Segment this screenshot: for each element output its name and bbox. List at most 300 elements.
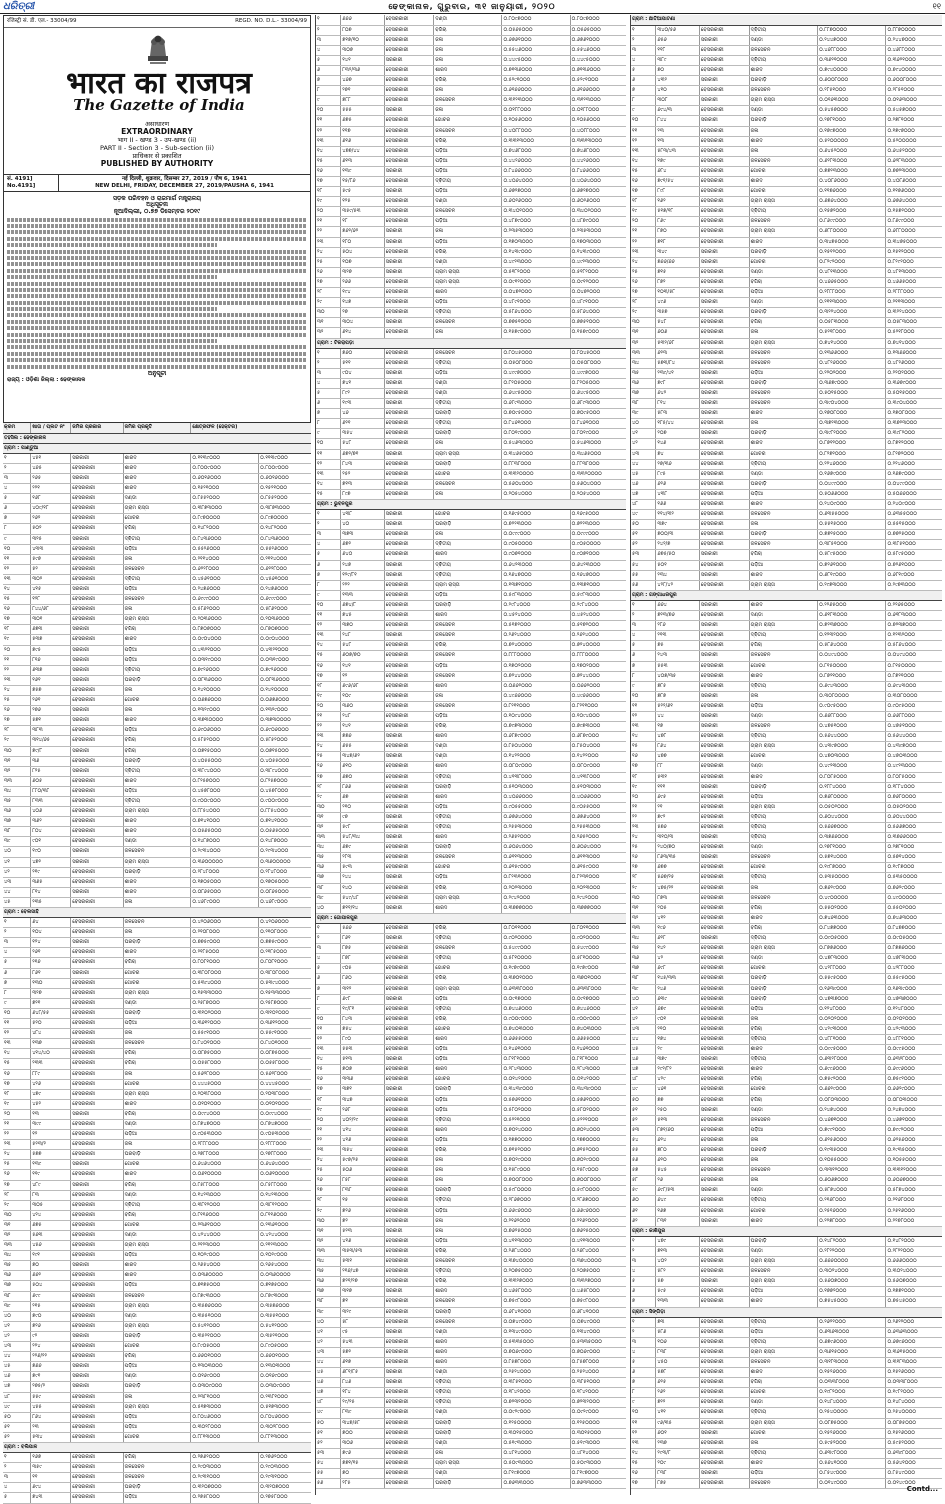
acquired-area-cell: ୦.୦୯୦୫୦୦୦ [886,934,942,944]
area-cell: ୦.୮୦୮୧୦୦୦ [191,958,259,968]
kind-cell: ଦଣ୍ଡା [749,1398,817,1408]
table-row [316,45,626,55]
acquired-area-cell: ୦.୭୨୩୨୦୦୦ [570,1398,626,1408]
acquired-area-cell: ୦.୮୮୮୦୦୦୦ [570,651,626,661]
table-row [631,25,942,35]
area-cell: ୦.୦୩୦୯୦୦୦ [191,1382,259,1392]
acquired-area-cell: ୦.୨୦୫୪୦୦୦ [570,489,626,499]
acquired-area-cell: ୦.୩୨୦୭୦୦୦ [259,1483,311,1493]
acquired-area-cell: ୦.୩୯୦୪୦୦୦ [886,399,942,409]
kind-cell: ଶାରଦ [749,671,817,681]
serial-cell: ୧୭ [631,187,656,197]
kind-cell: ଘରବାଡ଼ି [749,1146,817,1156]
plot-cell: ୬୮୪ [656,166,700,176]
serial-cell: ୩୦ [316,802,341,812]
area-cell: ୦.୨୬୨୨୦୦୦ [818,1317,886,1327]
acquired-area-cell: ୦.୫୨୧୮୦୦୦ [886,328,942,338]
kind-cell: ପଡ଼ିଆ [434,368,502,378]
kind-cell: ଗ୍ରାମ ରାସ୍ତା [123,1089,191,1099]
acquired-area-cell: ୦.୭୫୯୮୦୦୦ [570,1297,626,1307]
owner-cell: ବେସରକାରୀ [384,247,434,257]
serial-cell: ୩୭ [631,964,656,974]
table-row [316,419,626,429]
plot-cell: ୯୫ [341,1327,384,1337]
kind-cell: ଶାରଦ [123,1099,191,1109]
owner-cell: ବେସରକାରୀ [71,1342,123,1352]
kind-cell: ପଡ଼ିଆ [123,1251,191,1261]
area-cell: ୦.୧୬୩୯୦୦୦ [818,984,886,994]
acquired-area-cell: ୦.୦୧୬୯୦୦୦ [259,1372,311,1382]
kind-cell: ଗୋଚର [123,1220,191,1230]
owner-cell: ବେସରକାରୀ [71,1281,123,1291]
owner-cell: ବେସରକାରୀ [699,1337,749,1347]
area-cell: ୦.୦୭୧୫୦୦୦ [191,746,259,756]
owner-cell: ବେସରକାରୀ [384,489,434,499]
owner-cell: ବେସରକାରୀ [384,1166,434,1176]
table-row [316,631,626,641]
plot-cell: ୭୦ [31,1261,71,1271]
owner-cell: ସରକାରୀ [71,746,123,756]
plot-cell: ୮୯୭ [341,489,384,499]
kind-cell: ଶାରଦ [123,948,191,958]
area-cell: ୦.୧୭୯୭୦୦୦ [818,126,886,136]
plot-cell: ୮୮ [656,762,700,772]
serial-cell: ୧୬ [316,1075,341,1085]
kind-cell: ଦଣ୍ଡା [749,469,817,479]
serial-cell: ୧୪ [631,156,656,166]
acquired-area-cell: ୦.୫୮୭୪୦୦୦ [886,1186,942,1196]
owner-cell: ବେସରକାରୀ [699,106,749,116]
area-cell: ୦.୫୫୪୬୦୦୦ [502,45,570,55]
area-cell: ୦.୨୯୩୧୦୦୦ [191,1473,259,1483]
acquired-area-cell: ୦.୧୬୭୯୦୦୦ [886,469,942,479]
area-cell: ୦.୬୭୬୧୦୦୦ [502,35,570,45]
serial-cell: ୪ [316,954,341,964]
plot-cell: ୧୪୬ [656,439,700,449]
area-cell: ୦.୮୨୦୫୦୦୦ [502,378,570,388]
table-row [3,897,311,907]
area-cell: ୦.୨୧୬୮୦୦୦ [818,1196,886,1206]
acquired-area-cell: ୦.୧୫୮୯୦୦୦ [570,1166,626,1176]
acquired-area-cell: ୦.୭୭୨୫୦୦୦ [886,530,942,540]
area-cell: ୦.୭୯୭୩୦୦୦ [502,722,570,732]
serial-cell: ୬୧ [631,1206,656,1216]
serial-cell: ୮ [631,671,656,681]
owner-cell: ବେସରକାରୀ [699,954,749,964]
plot-cell: ୫୨୦ [31,1019,71,1029]
area-cell: ୦.୩୭୭୭୦୦୦ [502,903,570,913]
table-row [631,1045,942,1055]
plot-cell: ୭୭୧/୧୫ [341,1458,384,1468]
kind-cell: ପଡ଼ିଆ [123,655,191,665]
serial-cell: ୪୦ [316,1317,341,1327]
serial-cell: ୧୦ [316,439,341,449]
serial-cell: ୧୩ [631,146,656,156]
owner-cell: ବେସରକାରୀ [71,1463,123,1473]
serial-cell: ୩୩ [631,348,656,358]
acquired-area-cell: ୦.୦୯୯୫୦୦୦ [886,1045,942,1055]
kind-cell: ପଡ଼ିଆ [434,994,502,1004]
owner-cell: ବେସରକାରୀ [699,348,749,358]
acquired-area-cell: ୦.୩୧୨୩୦୦୦ [570,96,626,106]
serial-cell: ୧ [3,453,31,463]
owner-cell: ବେସରକାରୀ [384,76,434,86]
table-row [3,1342,311,1352]
serial-cell: ୧୮ [316,187,341,197]
serial-cell: ୫ [316,550,341,560]
kind-cell: ଘରବାଡ଼ି [123,1382,191,1392]
serial-cell: ୨ [631,35,656,45]
gazette-number-en: No.4191] [7,183,36,189]
acquired-area-cell: ୦.୪୬୭୧୦୦୦ [886,1115,942,1125]
serial-cell: ୨୦ [316,1115,341,1125]
acquired-area-cell: ୦.୦୫୬୫୦୦୦ [570,25,626,35]
owner-cell: ବେସରକାରୀ [71,514,123,524]
plot-cell: ୩୦୧ [31,615,71,625]
table-row [316,661,626,671]
area-cell: ୦.୦୨୦୨୦୦୦ [818,1014,886,1024]
plot-cell: ୯୦୫ [341,964,384,974]
owner-cell: ସରକାରୀ [384,1378,434,1388]
area-cell: ୦.୩୪୭୫୦୦୦ [818,237,886,247]
table-row [316,1085,626,1095]
owner-cell: ବେସରକାରୀ [71,1412,123,1422]
acquired-area-cell: ୦.୪୨୪୪୦୦୦ [259,1231,311,1241]
table-row [3,1019,311,1029]
area-cell: ୦.୫୧୦୩୦୦୦ [502,782,570,792]
area-cell: ୦.୩୯୮୨୦୦୦ [818,429,886,439]
acquired-area-cell: ୦.୦୧୮୮୦୦୦ [570,106,626,116]
area-cell: ୦.୫୬୨୮୦୦୦ [191,1069,259,1079]
area-cell: ୦.୭୭୫୧୦୦୦ [502,318,570,328]
kind-cell: ଜଳସେଚନ [123,1463,191,1473]
owner-cell: ସରକାରୀ [71,968,123,978]
acquired-area-cell: ୦.୨୬୮୪୦୦୦ [570,1246,626,1256]
serial-cell: ୧୩ [316,631,341,641]
plot-cell: ୧୧୮ [656,45,700,55]
acquired-area-cell: ୦.୬୧୧୩୦୦୦ [570,853,626,863]
table-row [631,197,942,207]
serial-cell: ୩୧ [3,756,31,766]
kind-cell: ଦଣ୍ଡା [434,1408,502,1418]
kind-cell: ଘରବାଡ଼ି [434,409,502,419]
village-section-header [316,500,626,510]
plot-cell: ୨୨୬/୨୨ [31,1352,71,1362]
table-row [631,419,942,429]
acquired-area-cell: ୦.୮୦୧୧୦୦୦ [570,923,626,933]
plot-cell: ୩୫୪ [341,1146,384,1156]
serial-cell: ୧ [3,1453,31,1463]
owner-cell: ବେସରକାରୀ [699,479,749,489]
area-cell: ୦.୨୩୮୧୦୦୦ [191,1392,259,1402]
table-row [631,944,942,954]
serial-cell: ୫ [631,1357,656,1367]
area-cell: ୦.୨୨୭୮୦୦୦ [818,1216,886,1226]
plot-cell: ୫୬୬ [341,923,384,933]
plot-cell: ୮୧୪ [656,399,700,409]
village-name: ଗ୍ରାମ : କାଶିପୁର [631,1226,942,1236]
area-cell: ୦.୫୪୧୨୦୦୦ [191,1321,259,1331]
acquired-area-cell: ୦.୧୪୨୩୦୦୦ [259,1190,311,1200]
acquired-area-cell: ୦.୮୨୧୧୦୦୦ [570,701,626,711]
owner-cell: ସରକାରୀ [699,651,749,661]
plot-cell: ୩୫୭ [656,308,700,318]
serial-cell: ୩୪ [631,358,656,368]
serial-cell: ୩୩ [316,1246,341,1256]
serial-cell: ୩୮ [631,399,656,409]
area-cell: ୦.୩୫୫୧୦୦୦ [191,1311,259,1321]
acquired-area-cell: ୦.୫୫୯୫୦୦୦ [886,974,942,984]
owner-cell: ସରକାରୀ [71,1331,123,1341]
serial-cell: ୨୯ [631,883,656,893]
table-row [316,590,626,600]
serial-cell: ୧୭ [631,762,656,772]
owner-cell: ସରକାରୀ [384,752,434,762]
acquired-area-cell: ୦.୭୦୦୮୦୦୦ [570,1176,626,1186]
area-cell: ୦.୬୧୮୩୦୦୦ [818,611,886,621]
plot-cell: ୬୯୮ [341,994,384,1004]
owner-cell: ବେସରକାରୀ [71,958,123,968]
owner-cell: ବେସରକାରୀ [71,756,123,766]
owner-cell: ବେସରକାରୀ [71,524,123,534]
plot-cell: ୫୪୮ [341,439,384,449]
table-row [631,1428,942,1438]
kind-cell: ବଗିଚା [123,1180,191,1190]
table-row [631,1469,942,1479]
plot-cell: ୫୯୫ [341,187,384,197]
area-cell: ୦.୩୬୦୦୦୦୦ [191,857,259,867]
owner-cell: ସରକାରୀ [699,833,749,843]
table-row [631,954,942,964]
notice-text-line [7,288,307,292]
serial-cell: ୬ [316,65,341,75]
acquired-area-cell: ୦.୧୫୧୨୦୦୦ [886,247,942,257]
owner-cell: ବେସରକାରୀ [699,187,749,197]
area-cell: ୦.୭୨୩୨୦୦୦ [502,1398,570,1408]
table-row [631,1055,942,1065]
acquired-area-cell: ୦.୦୫୫୮୦୦୦ [259,1059,311,1069]
serial-cell: ୩୧ [631,903,656,913]
area-cell: ୦.୫୪୫୭୦୦୦ [818,106,886,116]
owner-cell: ବେସରକାରୀ [699,1438,749,1448]
area-cell: ୦.୫୯୮୦୦୦୦ [502,1186,570,1196]
plot-cell: ୬୫୫ [341,742,384,752]
table-row [631,368,942,378]
table-row [316,1448,626,1458]
area-cell: ୦.୬୮୯୩୦୦୦ [502,399,570,409]
area-cell: ୦.୮୯୭୦୦୦୦ [191,514,259,524]
serial-cell: ୨୧ [316,711,341,721]
area-cell: ୦.୫୯୫୨୦୦୦ [818,1438,886,1448]
plot-cell: ୧୪୦ [341,883,384,893]
serial-cell: ୮ [316,86,341,96]
notice-text-line [7,365,307,369]
acquired-area-cell: ୦.୬୭୬୪୦୦୦ [570,812,626,822]
plot-cell: ୪୬୭ [341,76,384,86]
notice-text-line [7,275,217,279]
owner-cell: ବେସରକାରୀ [699,1236,749,1246]
kind-cell: ଗୋଚର [434,469,502,479]
owner-cell: ସରକାରୀ [384,510,434,520]
serial-cell: ୫୦ [631,520,656,530]
plot-cell: ୬୬୪ [656,600,700,610]
owner-cell: ବେସରକାରୀ [71,1049,123,1059]
area-cell: ୦.୩୮୫୧୦୦୦ [818,540,886,550]
kind-cell: ଗୋଚର [749,257,817,267]
kind-cell: ଗ୍ରାମ ରାସ୍ତା [749,1418,817,1428]
area-cell: ୦.୦୮୩୬୦୦୦ [191,675,259,685]
acquired-area-cell: ୦.୨୧୧୪୦୦୦ [259,554,311,564]
kind-cell: ଶାରଦ [749,439,817,449]
notice-text-line [7,320,307,324]
kind-cell: ଜଳା [749,1438,817,1448]
table-row [631,651,942,661]
acquired-area-cell: ୦.୫୦୬୬୦୦୦ [886,489,942,499]
area-cell: ୦.୪୧୧୩୦୦୦ [502,1236,570,1246]
kind-cell: ବଗିଚା [123,958,191,968]
table-row [631,1034,942,1044]
serial-cell: ୨୪ [316,1156,341,1166]
serial-cell: ୪୮ [316,1398,341,1408]
plot-cell: ୨୬୧ [31,696,71,706]
acquired-area-cell: ୦.୮୦୪୫୦୦୦ [570,348,626,358]
owner-cell: ବେସରକାରୀ [384,671,434,681]
owner-cell: ବେସରକାରୀ [699,65,749,75]
table-row [316,1186,626,1196]
plot-cell: ୭୦୭ [341,1065,384,1075]
table-row [316,802,626,812]
kind-cell: ଶାରଦ [434,1337,502,1347]
owner-cell: ବେସରକାରୀ [699,560,749,570]
kind-cell: ଗୋଚର [434,863,502,873]
kind-cell: ଜଳସେଚନ [749,358,817,368]
area-cell: ୦.୧୮୮୪୦୦୦ [818,782,886,792]
village-section-header [3,908,311,918]
plot-cell: ୬୮୧/୮୫ [341,1368,384,1378]
owner-cell: ବେସରକାରୀ [384,742,434,752]
owner-cell: ବେସରକାରୀ [384,1408,434,1418]
owner-cell: ବେସରକାରୀ [384,1075,434,1085]
owner-cell: ବେସରକାରୀ [384,1135,434,1145]
area-cell: ୦.୫୮୬୪୦୦୦ [502,308,570,318]
serial-cell: ୨୮ [631,298,656,308]
table-row [3,1311,311,1321]
owner-cell: ବେସରକାରୀ [384,1115,434,1125]
kind-cell: ଦଣ୍ଡା [749,1105,817,1115]
plot-cell: ୯୦୧ [31,837,71,847]
acquired-area-cell: ୦.୦୫୬୫୦୦୦ [259,827,311,837]
kind-cell: ଗୋଚର [749,661,817,671]
area-cell: ୦.୫୬୪୪୦୦୦ [818,732,886,742]
table-row [631,136,942,146]
area-cell: ୦.୩୦୨୪୦୦୦ [818,1267,886,1277]
acquired-area-cell: ୦.୦୮୭୫୦୦୦ [886,1418,942,1428]
area-cell: ୦.୭୪୬୮୦୦୦ [502,146,570,156]
kind-cell: ଶାରଦ [434,550,502,560]
serial-cell: ୨୯ [316,1206,341,1216]
serial-cell: ୨୪ [3,1150,31,1160]
kind-cell: ଶାରଦ [123,827,191,837]
kind-cell: ଶାରଦ [749,1216,817,1226]
plot-cell: ୬୧୩ [341,156,384,166]
area-cell: ୦.୫୦୬୬୦୦୦ [818,489,886,499]
kind-cell: ଘରବାଡ଼ି [434,1186,502,1196]
village-section-header [631,590,942,600]
table-row [631,611,942,621]
owner-cell: ବେସରକାରୀ [699,823,749,833]
owner-cell: ବେସରକାରୀ [71,988,123,998]
acquired-area-cell: ୦.୧୩୬୬୦୦୦ [886,348,942,358]
acquired-area-cell: ୦.୫୮୦୨୦୦୦ [570,1105,626,1115]
area-cell: ୦.୧୭୦୫୦୦୦ [191,877,259,887]
area-cell: ୦.୩୮୦୮୦୦୦ [191,968,259,978]
table-row [316,136,626,146]
plot-cell: ୩୪୦/୫୬ [656,25,700,35]
serial-cell: ୬ [631,76,656,86]
reg-english: REGD. NO. D.L.- 33004/99 [235,18,307,24]
plot-cell: ୨୮୫ [341,1479,384,1489]
owner-cell: ବେସରକାରୀ [384,580,434,590]
kind-cell: ଜଳସେଚନ [434,1257,502,1267]
serial-cell: ୪୫ [3,897,31,907]
plot-cell: ୭୯୬ [341,1448,384,1458]
table-row [316,298,626,308]
plot-cell: ୫୮୩ [656,409,700,419]
area-cell: ୦.୩୭୪୦୦୦୦ [502,1257,570,1267]
plot-cell: ୫୫୫ [341,106,384,116]
owner-cell: ସରକାରୀ [699,35,749,45]
serial-cell: ୧୫ [3,595,31,605]
table-row [316,459,626,469]
kind-cell: ଦଣ୍ଡା [123,1372,191,1382]
plot-cell: ୪୯୬ [656,298,700,308]
area-cell: ୦.୩୦୮୦୦୦୦ [818,691,886,701]
table-row [316,1347,626,1357]
area-cell: ୦.୮୨୯୨୦୦୦ [818,257,886,267]
owner-cell: ସରକାରୀ [699,1186,749,1196]
acquired-area-cell: ୦.୬୦୧୬୦୦୦ [259,473,311,483]
serial-cell: ୪୬ [3,1372,31,1382]
village-section-header [316,913,626,923]
plot-cell: ୫୪୮ [656,318,700,328]
serial-cell: ୭ [631,1297,656,1307]
owner-cell: ବେସରକାରୀ [699,1418,749,1428]
area-cell: ୦.୬୩୩୮୦୦୦ [502,984,570,994]
acquired-area-cell: ୦.୩୭୪୦୦୦୦ [570,1257,626,1267]
area-cell: ୦.୬୦୨୬୦୦୦ [502,197,570,207]
acquired-area-cell: ୦.୭୬୮୦୦୦୦ [886,792,942,802]
table-row [316,1014,626,1024]
plot-cell: ୧୩୩ [341,590,384,600]
plot-cell: ୨୩ [656,126,700,136]
gazette-date-hindi: नई दिल्ली, शुक्रवार, दिसम्बर 27, 2019 / पौष 6, 1941 [121,176,248,182]
owner-cell: ବେସରକାରୀ [384,1125,434,1135]
area-cell: ୦.୧୯୩୫୦୦୦ [818,1146,886,1156]
table-row [316,409,626,419]
serial-cell: ୫୧ [3,1422,31,1432]
owner-cell: ବେସରକାରୀ [384,136,434,146]
acquired-area-cell: ୦.୧୪୮୪୦୦୦ [886,1398,942,1408]
owner-cell: ବେସରକାରୀ [384,600,434,610]
acquired-area-cell: ୦.୨୭୫୮୦୦୦ [259,1493,311,1503]
owner-cell: ବେସରକାରୀ [384,722,434,732]
plot-cell: ୭୯୨ [656,812,700,822]
owner-cell: ବେସରକାରୀ [699,863,749,873]
serial-cell: ୫ [631,1277,656,1287]
serial-cell: ୬୦ [631,1196,656,1206]
table-row [631,681,942,691]
notice-text-line [7,250,307,254]
